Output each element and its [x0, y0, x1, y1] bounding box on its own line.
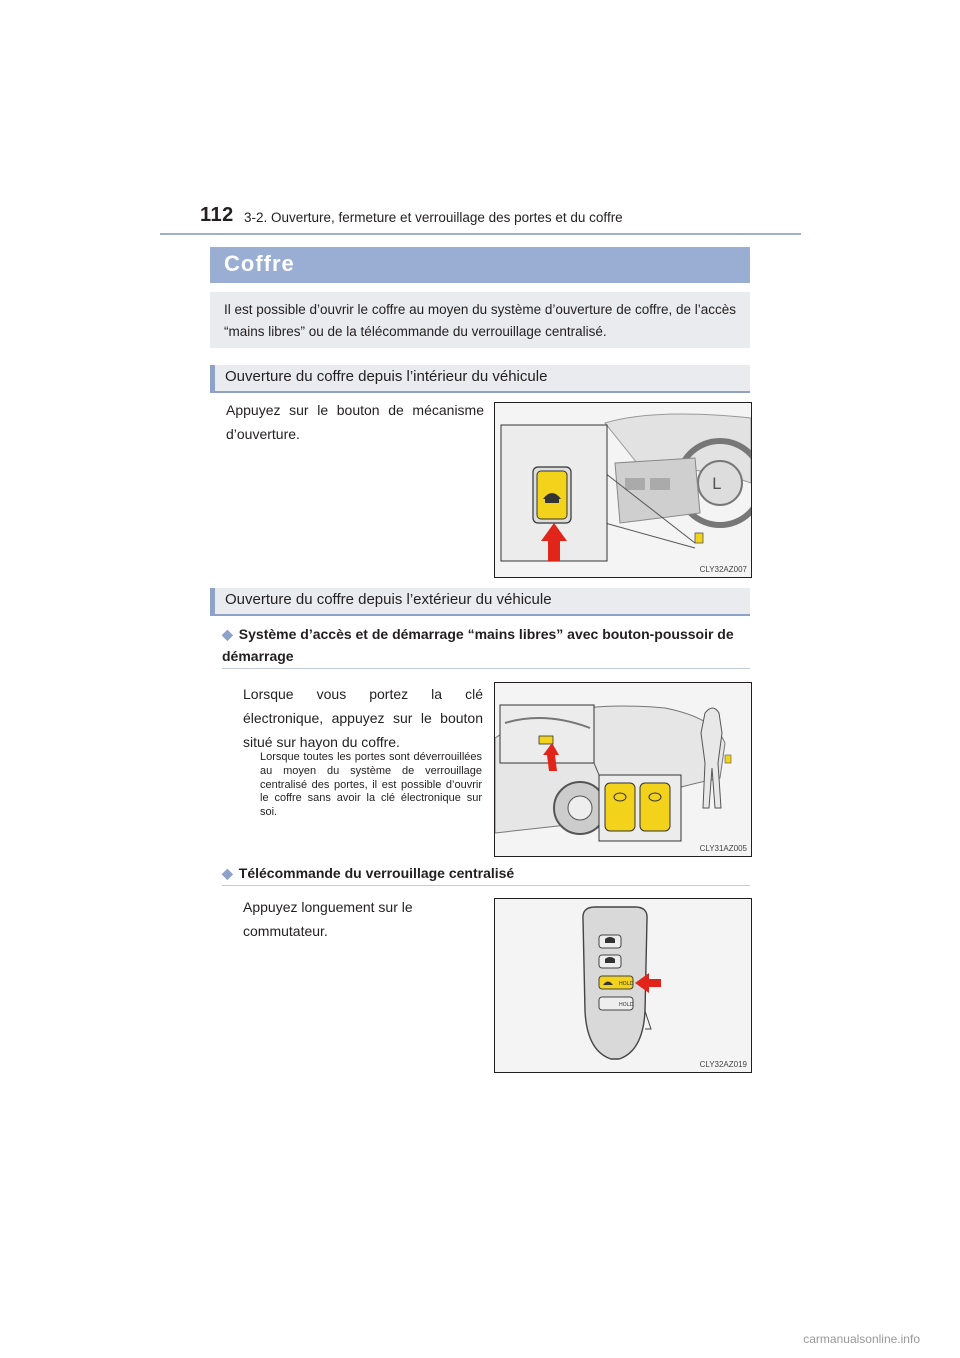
diamond-bullet-icon: ◆: [222, 626, 233, 642]
section-heading-label: Ouverture du coffre depuis l’intérieur du véhicule: [225, 368, 548, 385]
page-number: 112: [200, 204, 234, 226]
section1-text: Appuyez sur le bouton de mécanisme d’ouverture.: [226, 402, 484, 442]
subsection-heading-remote: [222, 862, 750, 884]
figure-code: CLY32AZ019: [699, 1060, 747, 1069]
figure-code: CLY31AZ005: [699, 844, 747, 853]
subsection-heading-label: Télécommande du verrouillage centralisé: [238, 865, 515, 881]
subsection-rule: [222, 668, 750, 669]
intro-text: Il est possible d’ouvrir le coffre au moyen du système d’ouverture de coffre, de l’accès “mains libres” ou de la télécommande du verrouillage centralisé.: [224, 302, 737, 339]
running-head: 3-2. Ouverture, fermeture et verrouillage des portes et du coffre: [244, 210, 623, 225]
sub2-text: Appuyez longuement sur le commutateur.: [243, 899, 413, 939]
watermark: carmanualsonline.info: [803, 1332, 920, 1346]
subsection-heading-label: Système d’accès et de démarrage “mains libres” avec bouton-poussoir de démarrage: [222, 626, 734, 664]
figure-interior-button: [494, 402, 752, 578]
interior-illustration: [495, 403, 751, 577]
section-heading-exterior: [210, 588, 750, 616]
subsection-heading-smart-access: [222, 623, 750, 667]
figure-exterior-trunk: [494, 682, 752, 857]
diamond-bullet-icon: ◆: [222, 865, 233, 881]
section-heading-interior: [210, 365, 750, 393]
subsection-rule: [222, 885, 750, 886]
section-heading-label: Ouverture du coffre depuis l’extérieur du véhicule: [225, 591, 552, 608]
remote-key-illustration: [495, 899, 751, 1072]
sub1-note: Lorsque toutes les portes sont déverrouillées au moyen du système de verrouillage centralisé des portes, il est possible d’ouvrir le coffre sans avoir la clé électronique sur soi.: [260, 751, 482, 819]
page-title: Coffre: [224, 251, 295, 276]
svg-text:L: L: [712, 474, 721, 493]
sub1-text: Lorsque vous portez la clé électronique, appuyez sur le bouton situé sur hayon du coffre.: [243, 686, 483, 750]
svg-text:HOLD: HOLD: [619, 981, 634, 987]
section-accent: [210, 588, 215, 614]
section-accent: [210, 365, 215, 391]
svg-text:HOLD: HOLD: [619, 1002, 634, 1008]
figure-code: CLY32AZ007: [699, 565, 747, 574]
header-rule: [160, 233, 801, 235]
figure-remote-key: [494, 898, 752, 1073]
exterior-illustration: [495, 683, 751, 856]
